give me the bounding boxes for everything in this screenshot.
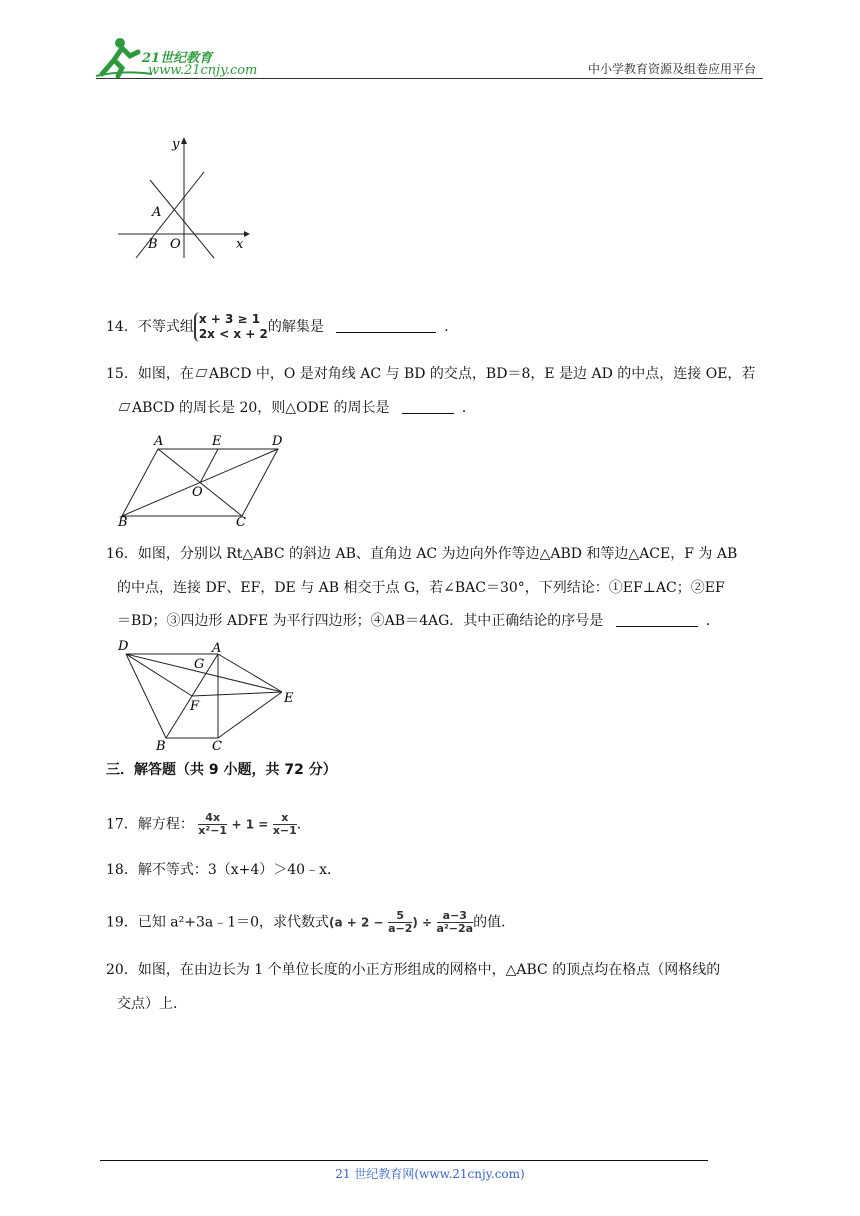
parallelogram-icon — [195, 369, 207, 377]
fig16-B: B — [156, 739, 166, 754]
figure-q16-triangles — [114, 636, 304, 754]
question-15-line1: 15．如图，在 ABCD 中，O 是对角线 AC 与 BD 的交点，BD＝8，E 是边 AD 的中点，连接 OE，若 — [106, 366, 756, 382]
figure-q13-graph — [112, 132, 252, 262]
fig16-A: A — [212, 641, 222, 656]
question-19: 19．已知 a²+3a﹣1＝0，求代数式(a + 2 − $\frac{5}{a-2}$ ) ÷ $\frac{a-3}{\text{a²−2a}}$ 的值． — [106, 909, 516, 935]
logo-url: www.21cnjy.com — [148, 63, 258, 78]
fig15-B: B — [118, 515, 128, 528]
question-17: 17．解方程： $\frac{4x}{\text{x²−1}}$ + 1 = $\frac{x}{x-1}$ . — [106, 811, 302, 837]
fraction: $\frac{a-3}{\text{a²−2a}}$ — [436, 909, 474, 935]
fraction: $\frac{4x}{\text{x²−1}}$ — [198, 811, 228, 837]
footer-link[interactable]: 21 世纪教育网(www.21cnjy.com) — [335, 1167, 525, 1181]
question-14: 14．不等式组 x + 3 ≥ 1 2x < x + 2 的解集是 ． — [106, 312, 459, 341]
answer-blank-14[interactable] — [336, 318, 436, 333]
fig13-y: y — [172, 137, 180, 152]
fig13-A: A — [152, 205, 162, 220]
fig16-D: D — [118, 639, 129, 654]
question-16-line1: 16．如图，分别以 Rt△ABC 的斜边 AB、直角边 AC 为边向外作等边△ABD 和等边△ACE，F 为 AB — [106, 546, 738, 562]
fig16-F: F — [190, 699, 200, 714]
question-18: 18．解不等式：3（x+4）＞40﹣x． — [106, 862, 341, 878]
fraction: $\frac{x}{x-1}$ — [272, 811, 297, 837]
fig16-E: E — [284, 691, 294, 706]
question-16-line3: ＝BD；③四边形 ADFE 为平行四边形；④AB＝4AG．其中正确结论的序号是 ． — [117, 613, 720, 629]
footer-divider — [100, 1160, 708, 1161]
inequality-system: x + 3 ≥ 1 2x < x + 2 — [194, 312, 268, 342]
fig13-O: O — [170, 237, 181, 252]
parallelogram-icon — [119, 403, 131, 411]
question-20-line2: 交点）上． — [117, 996, 187, 1012]
section-heading-3: 三．解答题（共 9 小题，共 72 分） — [106, 762, 337, 778]
logo-text: 21世纪教育 — [142, 51, 213, 66]
fig15-C: C — [236, 515, 246, 528]
question-20-line1: 20．如图，在由边长为 1 个单位长度的小正方形组成的网格中，△ABC 的顶点均在格点（网格线的 — [106, 962, 721, 978]
fig13-B: B — [148, 237, 158, 252]
fraction: $\frac{5}{a-2}$ — [388, 909, 413, 935]
fig15-E: E — [212, 434, 222, 449]
header-platform-text: 中小学教育资源及组卷应用平台 — [587, 62, 756, 76]
fig15-A: A — [154, 434, 164, 449]
answer-blank-15[interactable] — [402, 399, 454, 414]
fig16-G: G — [194, 657, 205, 672]
fig16-C: C — [212, 739, 222, 754]
question-16-line2: 的中点，连接 DF、EF，DE 与 AB 相交于点 G，若∠BAC＝30°，下列结论：①EF⊥AC；②EF — [117, 580, 725, 596]
answer-blank-16[interactable] — [616, 612, 698, 627]
fig15-O: O — [192, 485, 203, 500]
fig13-x: x — [236, 237, 244, 252]
figure-q15-parallelogram — [112, 428, 292, 528]
site-logo — [92, 34, 282, 80]
fig15-D: D — [272, 434, 283, 449]
header-divider — [96, 78, 763, 79]
question-15-line2: ABCD 的周长是 20，则△ODE 的周长是 ． — [117, 398, 476, 418]
